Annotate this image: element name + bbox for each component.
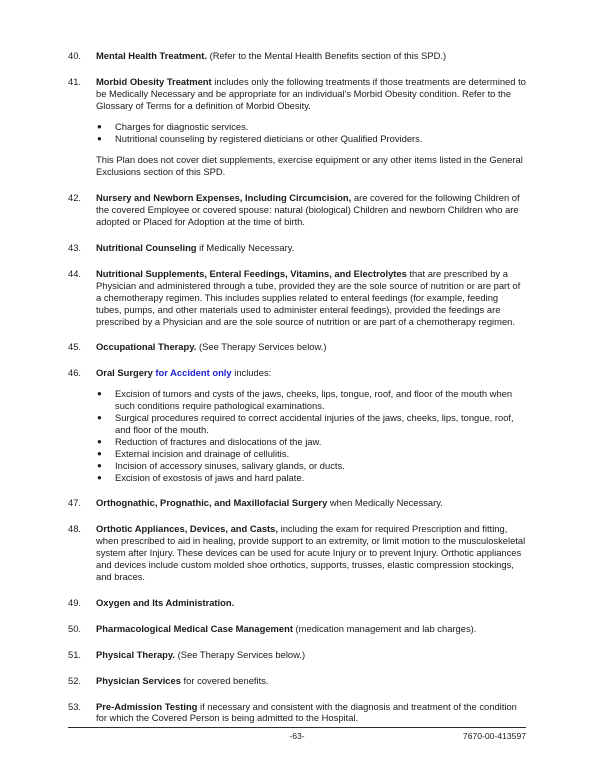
list-item-text — [96, 341, 526, 353]
list-item-title: Oxygen and Its Administration. — [96, 596, 235, 608]
list-item-text — [96, 675, 526, 687]
list-item-description: for covered benefits. — [180, 674, 269, 686]
list-item-title: Nutritional Counseling — [96, 241, 197, 253]
list-item-number: 51. — [68, 648, 82, 660]
list-item-title: Nursery and Newborn Expenses, Including Circumcision, — [96, 192, 352, 204]
list-item-text — [96, 497, 526, 509]
list-item-number: 44. — [68, 267, 82, 279]
bullet-text: Surgical procedures required to correct accidental injuries of the jaws, cheeks, lips, tongue, roof, and floor of the mouth. — [115, 412, 514, 435]
sub-bullet-list — [96, 388, 526, 483]
list-item — [68, 597, 526, 609]
bullet-text: Charges for diagnostic services. — [115, 120, 249, 132]
list-item-number: 40. — [68, 50, 82, 61]
list-item-number: 52. — [68, 674, 82, 686]
bullet-dot-icon: ● — [97, 121, 102, 131]
list-item-number: 48. — [68, 523, 82, 535]
list-item — [96, 412, 526, 436]
list-item — [68, 341, 526, 353]
list-item — [68, 76, 526, 178]
list-item — [68, 497, 526, 509]
list-item-accent-text: for Accident only — [152, 367, 232, 379]
list-item — [96, 133, 526, 145]
list-item-text — [96, 242, 526, 254]
list-item — [68, 268, 526, 328]
list-item — [68, 242, 526, 254]
list-item — [68, 367, 526, 483]
list-item-title: Physical Therapy. — [96, 648, 176, 660]
list-item-description: (See Therapy Services below.) — [196, 341, 327, 353]
bullet-dot-icon: ● — [97, 389, 102, 399]
footer-row — [68, 731, 526, 747]
page-number: -63- — [289, 731, 305, 741]
list-item — [96, 472, 526, 484]
list-item-text — [96, 701, 526, 725]
list-item-text — [96, 268, 526, 328]
list-item-text — [96, 192, 526, 228]
list-item-description: that are prescribed by a Physician and administered through a tube, provided they are the sole source of nutrition or are part of a chemotherapy regimen. This includes supplies related to enteral feedings (for example, feeding tubes, pumps, and other materials used to administer enteral feedings), provided the feedings are prescribed by a Physician and are the sole source of nutrition or are part of a chemotherapy regimen. — [96, 267, 521, 327]
list-item — [96, 436, 526, 448]
list-item — [68, 649, 526, 661]
list-item-number: 41. — [68, 75, 82, 87]
list-item — [68, 701, 526, 725]
list-item-text — [96, 523, 526, 583]
list-item — [68, 675, 526, 687]
list-item-title: Orthognathic, Prognathic, and Maxillofacial Surgery — [96, 497, 328, 509]
list-item-number: 50. — [68, 622, 82, 634]
bullet-text: Reduction of fractures and dislocations of the jaw. — [115, 435, 322, 447]
bullet-dot-icon: ● — [97, 133, 102, 143]
list-item-title: Physician Services — [96, 674, 181, 686]
bullet-dot-icon: ● — [97, 413, 102, 423]
list-item-number: 47. — [68, 497, 82, 509]
list-item — [68, 50, 526, 62]
list-item — [68, 623, 526, 635]
list-item — [96, 448, 526, 460]
page-footer — [68, 727, 526, 747]
list-item-description: are covered for the following Children of the covered Employee or covered spouse: natural (biological) Children and newborn Children who are adopted or Placed for Adoption at the time of birth. — [96, 192, 520, 228]
list-item-text — [96, 649, 526, 661]
bullet-dot-icon: ● — [97, 460, 102, 470]
list-item-text — [96, 50, 526, 62]
list-item-title: Orthotic Appliances, Devices, and Casts, — [96, 523, 279, 535]
document-body — [68, 50, 526, 735]
footer-divider — [68, 727, 526, 728]
list-item-title: Nutritional Supplements, Enteral Feedings, Vitamins, and Electrolytes — [96, 267, 407, 279]
list-item — [96, 388, 526, 412]
form-code: 7670-00-413597 — [462, 731, 526, 741]
list-item-title: Pre-Admission Testing — [96, 700, 198, 712]
list-item-description: (medication management and lab charges). — [292, 622, 477, 634]
list-item-text — [96, 597, 526, 609]
list-item — [96, 121, 526, 133]
bullet-text: Incision of accessory sinuses, salivary glands, or ducts. — [115, 459, 345, 471]
list-item-text — [96, 623, 526, 635]
list-item-description: includes: — [231, 367, 272, 379]
bullet-text: Excision of tumors and cysts of the jaws, cheeks, lips, tongue, roof, and floor of the mouth when such conditions require pathological examinations. — [115, 388, 513, 412]
bullet-dot-icon: ● — [97, 472, 102, 482]
list-item-text — [96, 76, 526, 112]
list-item — [68, 523, 526, 583]
list-item-description: if necessary and consistent with the diagnosis and treatment of the condition for which the Covered Person is being admitted to the Hospital. — [96, 700, 517, 724]
list-item — [68, 192, 526, 228]
list-item-number: 46. — [68, 367, 82, 379]
list-item-description: (See Therapy Services below.) — [175, 648, 306, 660]
sub-paragraph: This Plan does not cover diet supplements, exercise equipment or any other items listed in the General Exclusions section of this SPD. — [96, 154, 523, 178]
bullet-text: Excision of exostosis of jaws and hard palate. — [115, 471, 305, 483]
bullet-text: External incision and drainage of cellulitis. — [115, 447, 290, 459]
list-item — [96, 460, 526, 472]
sub-bullet-list — [96, 121, 526, 145]
list-item-text — [96, 367, 526, 379]
list-item-number: 53. — [68, 700, 82, 712]
list-item-number: 45. — [68, 341, 82, 353]
list-item-number: 43. — [68, 241, 82, 253]
list-item-title: Oral Surgery — [96, 367, 153, 379]
list-item-title: Pharmacological Medical Case Management — [96, 622, 293, 634]
list-item-title: Occupational Therapy. — [96, 341, 197, 353]
list-item-description: when Medically Necessary. — [327, 497, 443, 509]
bullet-dot-icon: ● — [97, 436, 102, 446]
list-item-description: including the exam for required Prescription and fitting, when prescribed to aid in healing, provide support to an extremity, or limit motion to the musculoskeletal system after Injury. These devices can be used for acute Injury or to prevent Injury. Orthotic appliances and devices include custom molded shoe orthotics, supports, trusses, elastic compression stockings, and braces. — [96, 523, 526, 582]
list-item-description: (Refer to the Mental Health Benefits section of this SPD.) — [206, 50, 447, 61]
list-item-description: if Medically Necessary. — [196, 241, 295, 253]
list-item-title: Morbid Obesity Treatment — [96, 75, 212, 87]
list-item-number: 49. — [68, 596, 82, 608]
list-item-description: includes only the following treatments if those treatments are determined to be Medically Necessary and be appropriate for an individual's Morbid Obesity condition. Refer to the Glossary of Terms for a definition of Morbid Obesity. — [96, 75, 526, 111]
bullet-dot-icon: ● — [97, 448, 102, 458]
list-item-title: Mental Health Treatment. — [96, 50, 207, 61]
list-item-number: 42. — [68, 192, 82, 204]
bullet-text: Nutritional counseling by registered dieticians or other Qualified Providers. — [115, 132, 423, 144]
